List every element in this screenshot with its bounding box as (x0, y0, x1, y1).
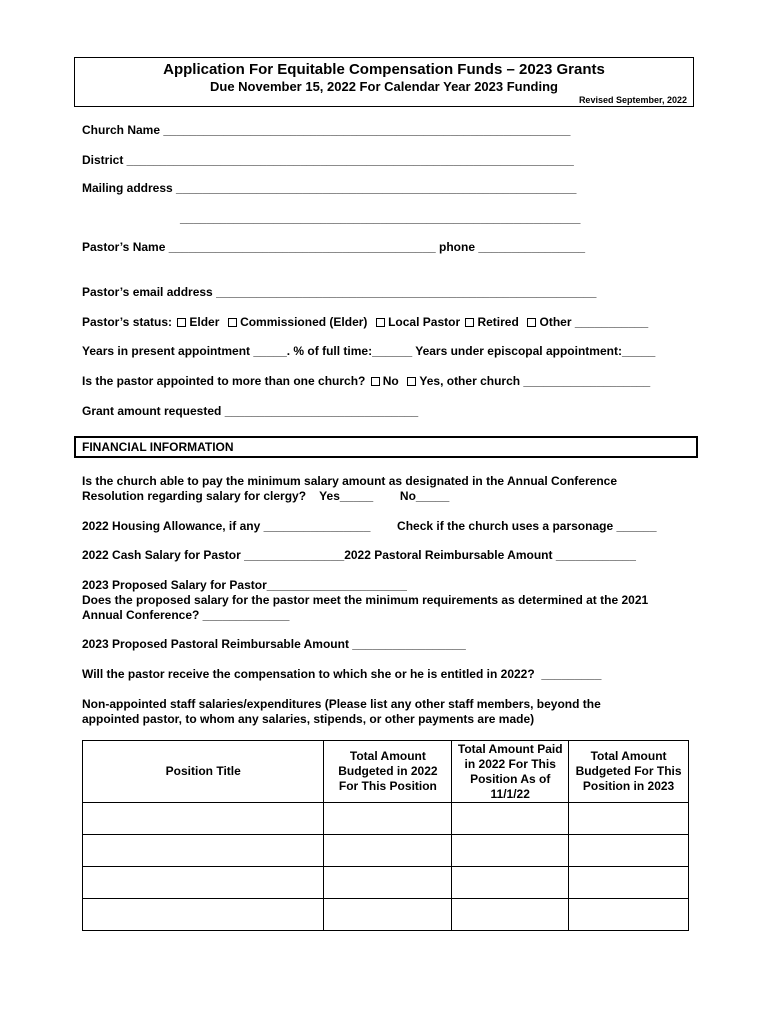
table-cell[interactable] (83, 867, 324, 899)
elder-label: Elder (189, 315, 220, 329)
table-cell[interactable] (83, 899, 324, 931)
retired-label: Retired (477, 315, 519, 329)
min-salary-question-line2[interactable]: Resolution regarding salary for clergy? Yes_____ No_____ (82, 489, 450, 503)
retired-checkbox[interactable] (465, 318, 474, 327)
staff-table (82, 740, 689, 931)
years-appointment-field[interactable]: Years in present appointment _____. % of full time:______ Years under episcopal appointment:_____ (82, 344, 656, 358)
other-label[interactable]: Other ___________ (539, 315, 649, 329)
housing-allowance-field[interactable]: 2022 Housing Allowance, if any ________________ Check if the church uses a parsonage ______ (82, 519, 657, 533)
table-cell[interactable] (452, 803, 569, 835)
table-row (83, 899, 689, 931)
table-cell[interactable] (452, 899, 569, 931)
table-cell[interactable] (324, 803, 452, 835)
local-pastor-label: Local Pastor (388, 315, 461, 329)
multi-yes-label[interactable]: Yes, other church ___________________ (419, 374, 651, 388)
local-pastor-checkbox[interactable] (376, 318, 385, 327)
entitled-compensation-field[interactable]: Will the pastor receive the compensation to which she or he is entitled in 2022? _________ (82, 667, 602, 681)
min-salary-question-line1: Is the church able to pay the minimum salary amount as designated in the Annual Conference (82, 474, 618, 488)
header-budgeted-2023: Total Amount Budgeted For This Position in 2023 (569, 741, 689, 803)
financial-section-title: FINANCIAL INFORMATION (82, 440, 234, 454)
nonappointed-instructions-line1: Non-appointed staff salaries/expenditures (Please list any other staff members, beyond the (82, 697, 601, 711)
header-budgeted-2022: Total Amount Budgeted in 2022 For This Position (324, 741, 452, 803)
grant-amount-field[interactable]: Grant amount requested _____________________________ (82, 404, 419, 418)
cash-salary-field[interactable]: 2022 Cash Salary for Pastor _______________2022 Pastoral Reimbursable Amount ____________ (82, 548, 636, 562)
mailing-address-field[interactable]: Mailing address ____________________________________________________________ (82, 181, 577, 195)
multi-yes-checkbox[interactable] (407, 377, 416, 386)
proposed-reimbursable-field[interactable]: 2023 Proposed Pastoral Reimbursable Amount _________________ (82, 637, 466, 651)
table-cell[interactable] (569, 899, 689, 931)
mailing-address-line2-field[interactable]: ____________________________________________________________ (180, 211, 581, 225)
table-cell[interactable] (452, 835, 569, 867)
header-paid-2022: Total Amount Paid in 2022 For This Position As of 11/1/22 (452, 741, 569, 803)
form-title: Application For Equitable Compensation Funds – 2023 Grants (163, 61, 605, 78)
multi-no-label: No (382, 374, 399, 388)
proposed-meet-question-line1: Does the proposed salary for the pastor meet the minimum requirements as determined at the 2021 (82, 593, 649, 607)
district-field[interactable]: District ___________________________________________________________________ (82, 153, 574, 167)
church-name-field[interactable]: Church Name _____________________________________________________________ (82, 123, 571, 137)
table-cell[interactable] (324, 835, 452, 867)
nonappointed-instructions-line2: appointed pastor, to whom any salaries, stipends, or other payments are made) (82, 712, 535, 726)
table-row (83, 835, 689, 867)
table-row (83, 867, 689, 899)
multi-no-checkbox[interactable] (371, 377, 380, 386)
table-cell[interactable] (452, 867, 569, 899)
table-cell[interactable] (569, 867, 689, 899)
table-header-row (83, 741, 689, 803)
pastor-name-field[interactable]: Pastor’s Name ________________________________________ phone ________________ (82, 240, 586, 254)
multi-church-question: Is the pastor appointed to more than one church? (82, 374, 366, 388)
revised-date: Revised September, 2022 (578, 95, 687, 105)
commissioned-checkbox[interactable] (228, 318, 237, 327)
form-header (74, 57, 694, 107)
financial-section-header (74, 436, 698, 458)
proposed-salary-field[interactable]: 2023 Proposed Salary for Pastor_____________________ (82, 578, 407, 592)
pastor-email-field[interactable]: Pastor’s email address _________________________________________________________ (82, 285, 597, 299)
table-cell[interactable] (83, 803, 324, 835)
multi-church-row (82, 374, 650, 389)
pastor-status-row (82, 315, 648, 330)
table-cell[interactable] (569, 803, 689, 835)
header-position-title: Position Title (83, 741, 324, 803)
table-cell[interactable] (83, 835, 324, 867)
table-cell[interactable] (569, 835, 689, 867)
table-row (83, 803, 689, 835)
other-checkbox[interactable] (527, 318, 536, 327)
commissioned-label: Commissioned (Elder) (240, 315, 368, 329)
table-cell[interactable] (324, 867, 452, 899)
proposed-meet-question-line2[interactable]: Annual Conference? _____________ (82, 608, 290, 622)
elder-checkbox[interactable] (177, 318, 186, 327)
table-cell[interactable] (324, 899, 452, 931)
status-label: Pastor’s status: (82, 315, 173, 329)
form-subtitle: Due November 15, 2022 For Calendar Year 2023 Funding (209, 79, 558, 94)
